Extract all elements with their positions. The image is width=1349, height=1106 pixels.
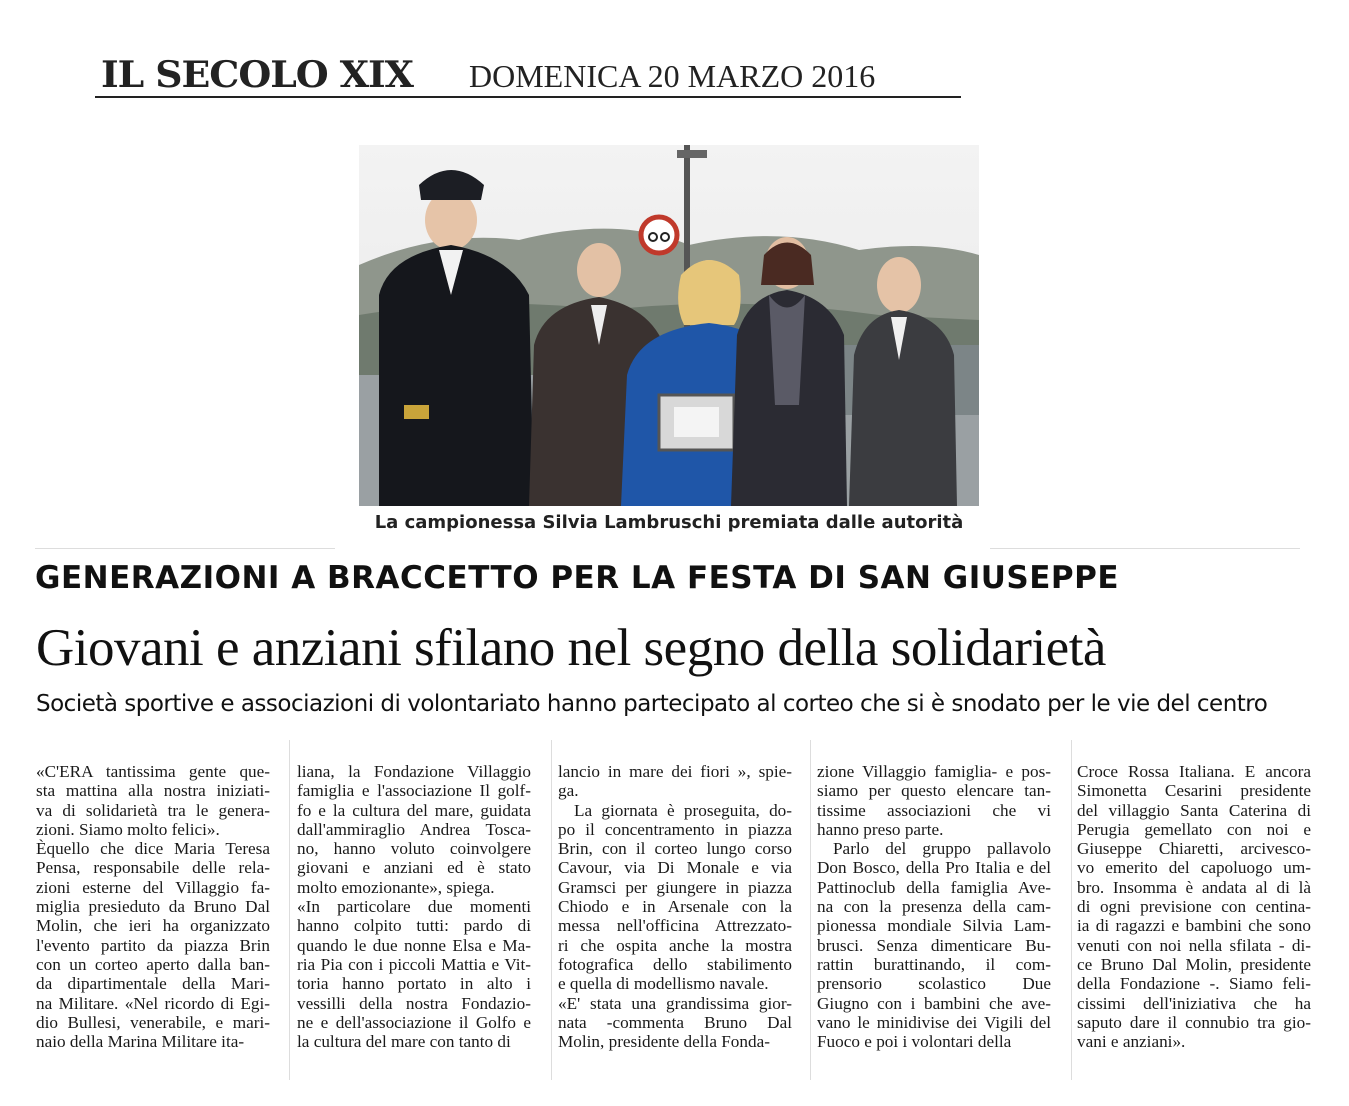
- article-line: zioni esterne del Villaggio fa-: [36, 877, 270, 897]
- article-line: vo emerito del capoluogo um-: [1077, 858, 1311, 878]
- article-line: Chiodo e in Arsenale con la: [558, 897, 792, 917]
- article-line: e quella di modellismo navale.: [558, 974, 769, 994]
- article-line: hanno colpito tutti: pardo di: [297, 916, 531, 936]
- article-line: no, hanno voluto coinvolgere: [297, 839, 531, 859]
- article-line: na con la presenza della cam-: [817, 897, 1051, 917]
- article-line: va di solidarietà tra le genera-: [36, 800, 270, 820]
- column-separator: [1071, 740, 1072, 1080]
- article-line: nata -commenta Bruno Dal: [558, 1012, 792, 1032]
- article-line: famiglia e l'associazione Il golf-: [297, 781, 531, 801]
- article-line: Parlo del gruppo pallavolo: [833, 839, 1051, 859]
- article-line: sta mattina alla nostra iniziati-: [36, 781, 270, 801]
- article-line: ria Pia con i piccoli Mattia e Vit-: [297, 954, 531, 974]
- article-line: liana, la Fondazione Villaggio: [297, 762, 531, 781]
- article-line: «C'ERA tantissima gente que-: [36, 762, 270, 781]
- article-column-4: [817, 762, 1051, 1051]
- article-line: Cavour, via Di Monale e via: [558, 858, 792, 878]
- article-line: della Fondazione -. Siamo feli-: [1077, 974, 1311, 994]
- article-line: molto emozionante», spiega.: [297, 877, 495, 897]
- article-headline: Giovani e anziani sfilano nel segno della solidarietà: [36, 619, 1106, 677]
- article-line: l'evento partito da piazza Brin: [36, 935, 270, 955]
- article-line: Giugno con i bambini che ave-: [817, 993, 1051, 1013]
- article-line: naio della Marina Militare ita-: [36, 1032, 245, 1052]
- article-line: pionessa mondiale Silvia Lam-: [817, 916, 1051, 936]
- article-line: giovani e anziani ed è stato: [297, 858, 531, 878]
- article-column-1: [36, 762, 270, 1051]
- article-line: bro. Insomma è andata al di là: [1077, 877, 1311, 897]
- article-line: quando le due nonne Elsa e Ma-: [297, 935, 531, 955]
- article-line: Gramsci per giungere in piazza: [558, 877, 792, 897]
- photo-caption: La campionessa Silvia Lambruschi premiata dalle autorità: [374, 512, 964, 533]
- issue-date: DOMENICA 20 MARZO 2016: [469, 58, 876, 94]
- article-line: Brin, con il corteo lungo corso: [558, 839, 792, 859]
- article-line: dall'ammiraglio Andrea Tosca-: [297, 819, 531, 839]
- article-line: tissime associazioni che vi: [817, 800, 1051, 820]
- article-line: ce Bruno Dal Molin, presidente: [1077, 954, 1311, 974]
- article-line: ia di ragazzi e bambini che sono: [1077, 916, 1311, 936]
- article-photo: [359, 145, 979, 506]
- article-line: Simonetta Cesarini presidente: [1077, 781, 1311, 801]
- column-separator: [810, 740, 811, 1080]
- article-line: zione Villaggio famiglia- e pos-: [817, 762, 1051, 781]
- article-line: ne e dell'associazione il Golfo e: [297, 1012, 531, 1032]
- newspaper-name: IL SECOLO XIX: [101, 54, 413, 96]
- column-separator: [289, 740, 290, 1080]
- article-line: Molin, presidente della Fonda-: [558, 1032, 770, 1052]
- article-line: Èquello che dice Maria Teresa: [36, 839, 270, 859]
- article-line: Giuseppe Chiaretti, arcivesco-: [1077, 839, 1311, 859]
- article-line: fotografica dello stabilimento: [558, 954, 792, 974]
- article-line: brusci. Senza dimenticare Bu-: [817, 935, 1051, 955]
- article-line: vani e anziani».: [1077, 1032, 1186, 1052]
- article-line: La giornata è proseguita, do-: [574, 800, 792, 820]
- divider-right: [990, 548, 1300, 549]
- article-column-2: [297, 762, 531, 1051]
- article-line: na Militare. «Nel ricordo di Egi-: [36, 993, 270, 1013]
- article-line: venuti con noi nella sfilata - di-: [1077, 935, 1311, 955]
- article-line: Molin, che ieri ha organizzato: [36, 916, 270, 936]
- article-line: ga.: [558, 781, 579, 801]
- masthead: [95, 52, 961, 98]
- article-line: toria hanno portato in alto i: [297, 974, 531, 994]
- article-line: vessilli della nostra Fondazio-: [297, 993, 531, 1013]
- article-line: zioni. Siamo molto felici».: [36, 819, 220, 839]
- article-line: Pattinoclub della famiglia Ave-: [817, 877, 1051, 897]
- article-column-3: [558, 762, 792, 1051]
- article-line: «In particolare due momenti: [297, 897, 531, 917]
- article-line: saputo dare il connubio tra gio-: [1077, 1012, 1311, 1032]
- article-line: la cultura del mare con tanto di: [297, 1032, 511, 1052]
- article-line: miglia presieduto da Bruno Dal: [36, 897, 270, 917]
- article-line: cissimi dell'iniziativa che ha: [1077, 993, 1311, 1013]
- article-line: messa nell'officina Attrezzato-: [558, 916, 792, 936]
- article-line: del villaggio Santa Caterina di: [1077, 800, 1311, 820]
- article-line: siamo per questo elencare tan-: [817, 781, 1051, 801]
- article-line: Fuoco e poi i volontari della: [817, 1032, 1012, 1052]
- article-standfirst: Società sportive e associazioni di volontariato hanno partecipato al corteo che si è snodato per le vie del centro: [36, 691, 1268, 717]
- article-line: da dipartimentale della Mari-: [36, 974, 270, 994]
- article-line: ri che ospita anche la mostra: [558, 935, 792, 955]
- article-line: po il concentramento in piazza: [558, 819, 792, 839]
- group-photo-image: [359, 145, 979, 506]
- article-line: Croce Rossa Italiana. E ancora: [1077, 762, 1311, 781]
- divider-left: [35, 548, 335, 549]
- article-line: vano le minidivise dei Vigili del: [817, 1012, 1051, 1032]
- article-line: con un corteo aperto dalla ban-: [36, 954, 270, 974]
- article-line: lancio in mare dei fiori », spie-: [558, 762, 792, 781]
- column-separator: [551, 740, 552, 1080]
- article-line: hanno preso parte.: [817, 819, 944, 839]
- article-line: prensorio scolastico Due: [817, 974, 1051, 994]
- article-line: fo e la cultura del mare, guidata: [297, 800, 531, 820]
- article-kicker: GENERAZIONI A BRACCETTO PER LA FESTA DI SAN GIUSEPPE: [35, 560, 1120, 596]
- article-line: Perugia gemellato con noi e: [1077, 819, 1311, 839]
- article-line: Don Bosco, della Pro Italia e del: [817, 858, 1051, 878]
- article-line: di ogni previsione con centina-: [1077, 897, 1311, 917]
- article-line: dio Bullesi, venerabile, e mari-: [36, 1012, 270, 1032]
- article-column-5: [1077, 762, 1311, 1051]
- article-line: «E' stata una grandissima gior-: [558, 993, 792, 1013]
- article-line: Pensa, responsabile delle rela-: [36, 858, 270, 878]
- article-line: rattin burattinando, il com-: [817, 954, 1051, 974]
